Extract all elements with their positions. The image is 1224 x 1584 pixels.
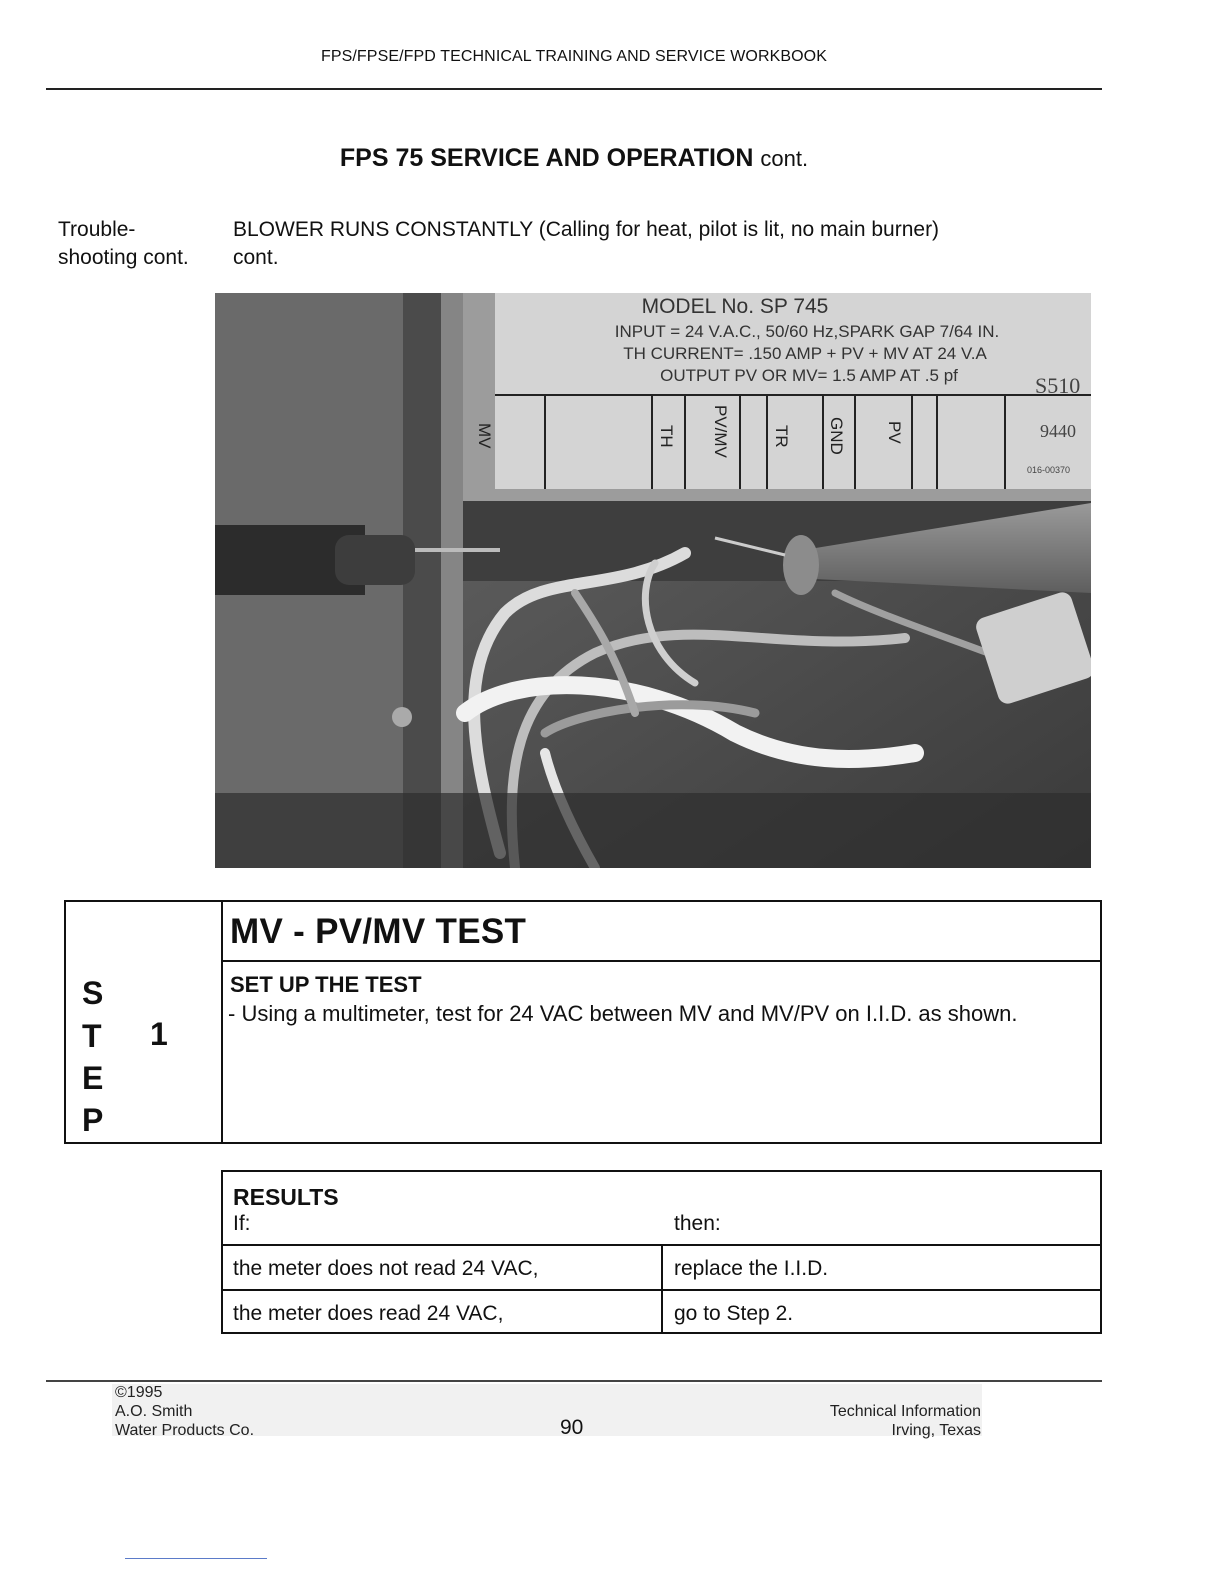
header-rule bbox=[46, 88, 1102, 90]
results-heading: RESULTS bbox=[233, 1184, 339, 1210]
running-header: FPS/FPSE/FPD TECHNICAL TRAINING AND SERVICE WORKBOOK bbox=[320, 48, 828, 65]
side-label-line2: shooting cont. bbox=[58, 246, 189, 269]
step-letter-p: P bbox=[82, 1102, 104, 1138]
step-title-divider bbox=[221, 960, 1102, 962]
step-letter-t: T bbox=[82, 1018, 102, 1054]
photo-label-input: INPUT = 24 V.A.C., 50/60 Hz,SPARK GAP 7/64 IN. bbox=[614, 322, 1000, 341]
setup-heading: SET UP THE TEST bbox=[230, 972, 422, 997]
photo-label-model: MODEL No. SP 745 bbox=[641, 295, 829, 318]
photo-terminal-gnd: GND bbox=[827, 417, 846, 455]
footer-right-line2: Irving, Texas bbox=[891, 1422, 981, 1439]
step-divider bbox=[221, 900, 223, 1144]
photo-terminal-mv: MV bbox=[475, 423, 494, 449]
control-board-photo bbox=[215, 293, 1091, 868]
results-if-label: If: bbox=[233, 1212, 251, 1235]
footer-right-line1: Technical Information bbox=[829, 1403, 981, 1420]
step-letter-s: S bbox=[82, 975, 104, 1011]
photo-code-3: 016-00370 bbox=[1027, 465, 1071, 475]
result-row-2-if: the meter does read 24 VAC, bbox=[233, 1302, 504, 1325]
photo-label-th-current: TH CURRENT= .150 AMP + PV + MV AT 24 V.A bbox=[623, 344, 987, 363]
footer-right bbox=[760, 1402, 981, 1440]
photo-code-2: 9440 bbox=[1040, 421, 1076, 441]
side-label bbox=[58, 216, 189, 272]
section-title bbox=[0, 144, 1148, 173]
result-row-2-then: go to Step 2. bbox=[674, 1302, 794, 1325]
step-number: 1 bbox=[150, 1016, 168, 1052]
footer-rule bbox=[46, 1380, 1102, 1382]
section-title-suffix: cont. bbox=[760, 146, 809, 171]
results-then-label: then: bbox=[674, 1212, 721, 1235]
footer-company-line2: Water Products Co. bbox=[115, 1422, 255, 1439]
symptom-line1: BLOWER RUNS CONSTANTLY (Calling for heat, pilot is lit, no main burner) bbox=[233, 218, 940, 241]
result-row-1-then: replace the I.I.D. bbox=[674, 1257, 829, 1280]
result-row-1-if: the meter does not read 24 VAC, bbox=[233, 1257, 539, 1280]
setup-instruction: - Using a multimeter, test for 24 VAC between MV and MV/PV on I.I.D. as shown. bbox=[228, 1001, 1018, 1026]
footer-copyright: ©1995 bbox=[115, 1384, 163, 1401]
step-title: MV - PV/MV TEST bbox=[230, 912, 527, 951]
photo-terminal-tr: TR bbox=[772, 425, 791, 448]
page-number: 90 bbox=[560, 1416, 584, 1439]
photo-terminal-pv: PV bbox=[885, 421, 904, 444]
symptom-line2: cont. bbox=[233, 246, 279, 269]
photo-code-1: S510 bbox=[1035, 373, 1081, 398]
results-column-divider bbox=[661, 1244, 663, 1334]
side-label-line1: Trouble- bbox=[58, 218, 136, 241]
footer-left bbox=[115, 1383, 254, 1440]
photo-label-output: OUTPUT PV OR MV= 1.5 AMP AT .5 pf bbox=[660, 366, 958, 385]
bottom-rule bbox=[125, 1558, 267, 1559]
footer-company-line1: A.O. Smith bbox=[115, 1403, 193, 1420]
photo-terminal-th: TH bbox=[657, 425, 676, 448]
symptom-text bbox=[233, 216, 939, 272]
section-title-text: FPS 75 SERVICE AND OPERATION bbox=[339, 144, 754, 172]
step-letter-e: E bbox=[82, 1060, 104, 1096]
photo-terminal-pvmv: PV/MV bbox=[711, 405, 730, 458]
